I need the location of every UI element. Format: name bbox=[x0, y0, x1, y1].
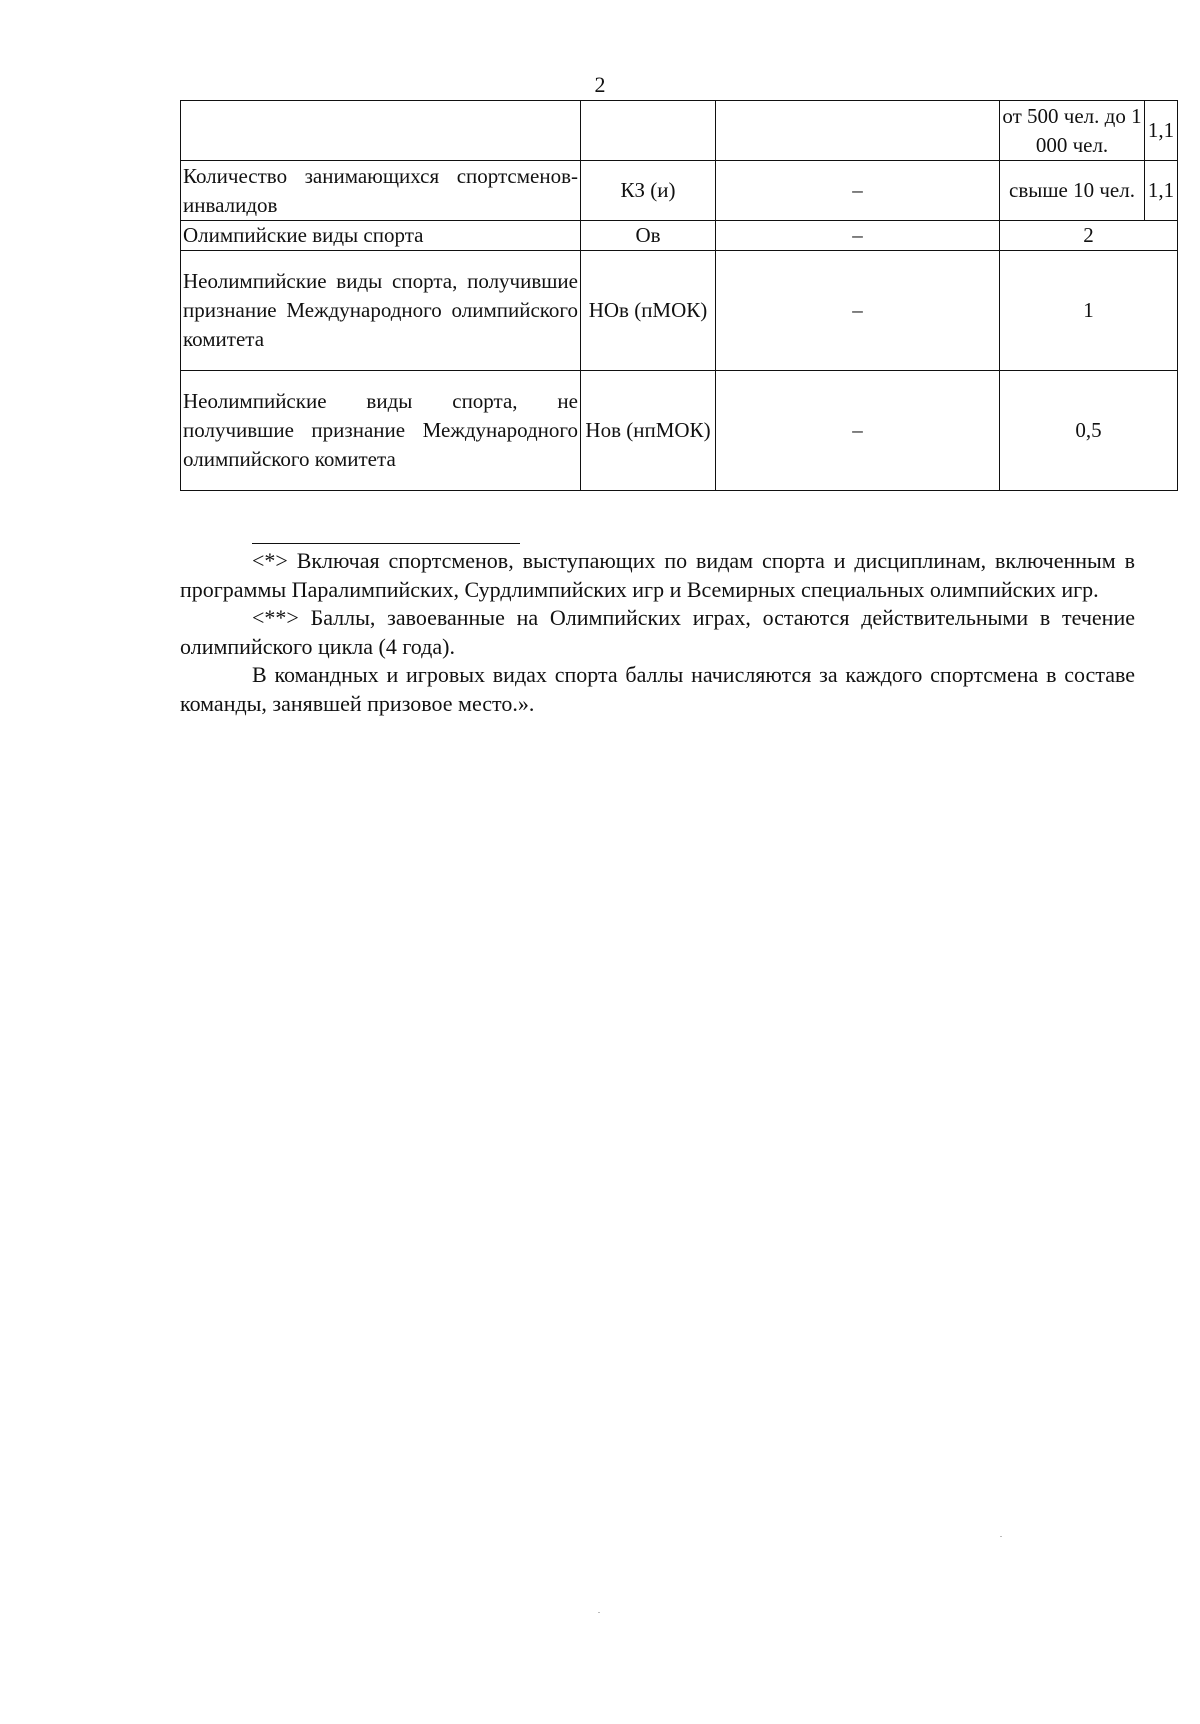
criterion-code: КЗ (и) bbox=[581, 161, 716, 221]
table-cell bbox=[581, 101, 716, 161]
criterion-code: Нов (нпМОК) bbox=[581, 371, 716, 491]
footnote-team-sports: В командных и игровых видах спорта баллы начисляются за каждого спортсмена в составе команды, занявшей призовое место.». bbox=[180, 662, 1135, 716]
criterion-code: НОв (пМОК) bbox=[581, 251, 716, 371]
dash-cell: – bbox=[716, 251, 1000, 371]
footnote-separator bbox=[252, 543, 520, 544]
criterion-code: Ов bbox=[581, 221, 716, 251]
table-row bbox=[181, 251, 1178, 371]
dash-cell: – bbox=[716, 161, 1000, 221]
scan-speck bbox=[1000, 1536, 1002, 1537]
value-cell: 0,5 bbox=[1000, 371, 1178, 491]
table-cell bbox=[181, 101, 581, 161]
criteria-table bbox=[180, 100, 1178, 491]
table-cell bbox=[716, 101, 1000, 161]
coefficient-cell: 1,1 bbox=[1145, 161, 1178, 221]
dash-cell: – bbox=[716, 371, 1000, 491]
footnotes bbox=[180, 547, 1135, 718]
footnote-disabled-athletes: <*> Включая спортсменов, выступающих по видам спорта и дисциплинам, включенным в программы Паралимпийских, Сурдлимпийских игр и Всемирных специальных олимпийских игр. bbox=[180, 548, 1135, 602]
table-row bbox=[181, 371, 1178, 491]
criterion-name: Олимпийские виды спорта bbox=[181, 221, 581, 251]
value-cell: 1 bbox=[1000, 251, 1178, 371]
criterion-name: Неолимпийские виды спорта, не получившие признание Международного олимпийского комитета bbox=[181, 371, 581, 491]
page-number: 2 bbox=[594, 72, 606, 97]
range-cell: от 500 чел. до 1 000 чел. bbox=[1000, 101, 1145, 161]
threshold-cell: свыше 10 чел. bbox=[1000, 161, 1145, 221]
dash-cell: – bbox=[716, 221, 1000, 251]
footnote-olympic-points: <**> Баллы, завоеванные на Олимпийских играх, остаются действительными в течение олимпийского цикла (4 года). bbox=[180, 605, 1135, 659]
coefficient-cell: 1,1 bbox=[1145, 101, 1178, 161]
value-cell: 2 bbox=[1000, 221, 1178, 251]
table-row bbox=[181, 101, 1178, 161]
criterion-name: Количество занимающихся спортсменов-инвалидов bbox=[181, 161, 581, 221]
table-row bbox=[181, 161, 1178, 221]
scan-speck bbox=[598, 1612, 600, 1613]
table-row bbox=[181, 221, 1178, 251]
criterion-name: Неолимпийские виды спорта, получившие признание Международного олимпийского комитета bbox=[181, 251, 581, 371]
